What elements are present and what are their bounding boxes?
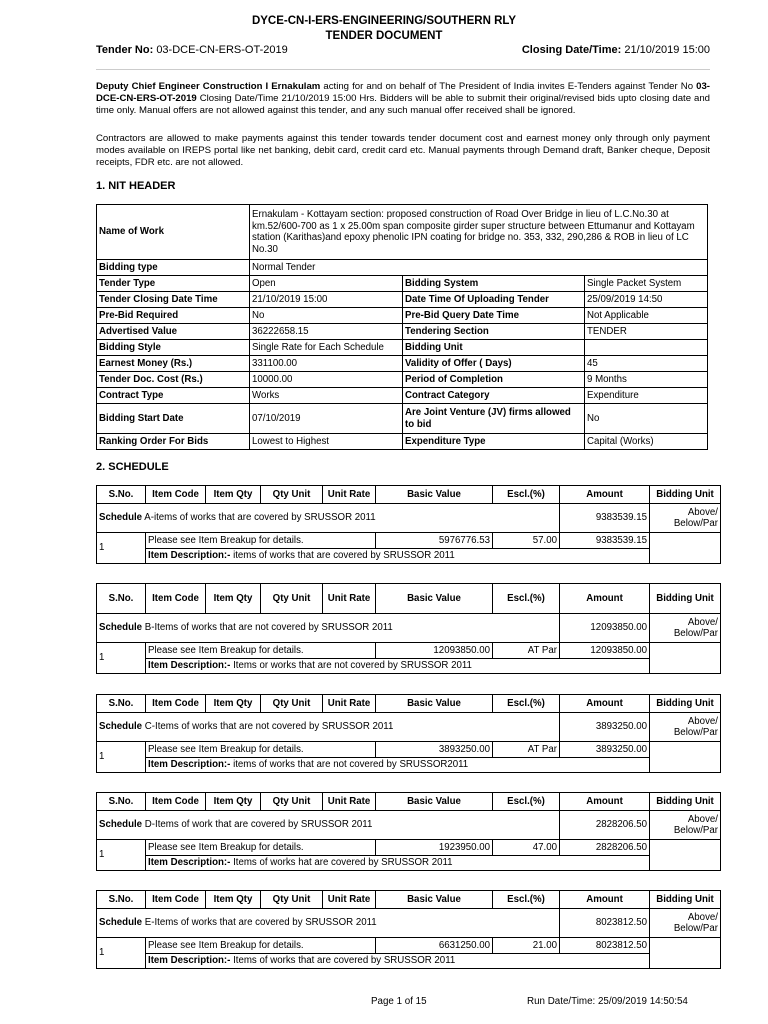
schedule-amount: 2828206.50 bbox=[560, 811, 650, 840]
schedule-description: E-Items of works that are covered by SRUSSOR 2011 bbox=[144, 917, 377, 929]
name-of-work-value: Ernakulam - Kottayam section: proposed construction of Road Over Bridge in lieu of L.C.No.30 at km.52/600-700 as 1 x 25.00m span composite girder super structure between Ettumanur and Kottayam station (Karithas)and epoxy phenolic IPN coating for bridge no. 353, 332, 290,286 & ROB in lieu of LC No.30 bbox=[250, 205, 708, 260]
field-label: Tender Type bbox=[97, 276, 250, 292]
field-value: Single Rate for Each Schedule bbox=[250, 340, 403, 356]
field-label: Validity of Offer ( Days) bbox=[403, 356, 585, 372]
column-header: Unit Rate bbox=[323, 486, 376, 504]
item-description-label: Item Description:- bbox=[148, 759, 231, 771]
item-description bbox=[146, 659, 650, 674]
basic-value: 12093850.00 bbox=[376, 643, 493, 659]
field-label: Tender Doc. Cost (Rs.) bbox=[97, 372, 250, 388]
basic-value: 6631250.00 bbox=[376, 938, 493, 954]
field-value: 36222658.15 bbox=[250, 324, 403, 340]
nit-row bbox=[97, 292, 708, 308]
nit-row bbox=[97, 324, 708, 340]
item-sno: 1 bbox=[97, 533, 146, 564]
schedule-row bbox=[97, 909, 721, 938]
basic-value: 5976776.53 bbox=[376, 533, 493, 549]
column-header: Bidding Unit bbox=[650, 793, 721, 811]
schedule-heading: 2. SCHEDULE bbox=[96, 461, 169, 473]
field-label: Bidding System bbox=[403, 276, 585, 292]
column-header: Item Code bbox=[146, 793, 206, 811]
page-number: Page 1 of 15 bbox=[371, 996, 427, 1007]
item-row bbox=[97, 742, 721, 758]
intro-text-2: Closing Date/Time 21/10/2019 15:00 Hrs. Bidders will be able to submit their original/revised bids upto closing date and time only. Manual offers are not allowed against this tender, and any such manual offer received shall be ignored. bbox=[96, 93, 710, 116]
nit-header-table bbox=[96, 204, 708, 450]
schedule-header-row bbox=[97, 793, 721, 811]
nit-row bbox=[97, 308, 708, 324]
schedule-amount: 8023812.50 bbox=[560, 909, 650, 938]
item-sno: 1 bbox=[97, 840, 146, 871]
field-value: 25/09/2019 14:50 bbox=[585, 292, 708, 308]
item-row bbox=[97, 533, 721, 549]
nit-row bbox=[97, 372, 708, 388]
schedule-description: A-items of works that are covered by SRUSSOR 2011 bbox=[144, 512, 376, 524]
empty-cell bbox=[650, 938, 721, 969]
item-description-label: Item Description:- bbox=[148, 857, 231, 869]
field-label: Bidding Unit bbox=[403, 340, 585, 356]
column-header: Item Qty bbox=[206, 486, 261, 504]
intro-paragraph-1 bbox=[96, 81, 710, 117]
schedule-row bbox=[97, 713, 721, 742]
schedule-label: Schedule bbox=[99, 917, 143, 929]
field-label: Pre-Bid Required bbox=[97, 308, 250, 324]
item-row bbox=[97, 643, 721, 659]
field-value: Works bbox=[250, 388, 403, 404]
schedule-row bbox=[97, 504, 721, 533]
field-label: Pre-Bid Query Date Time bbox=[403, 308, 585, 324]
bidding-type-value: Normal Tender bbox=[250, 260, 708, 276]
escalation: AT Par bbox=[493, 643, 560, 659]
item-breakup-note: Please see Item Breakup for details. bbox=[146, 643, 376, 659]
field-value: 21/10/2019 15:00 bbox=[250, 292, 403, 308]
tender-number-label: Tender No: bbox=[96, 44, 154, 56]
bidding-type-label: Bidding type bbox=[97, 260, 250, 276]
nit-row bbox=[97, 388, 708, 404]
column-header: Item Code bbox=[146, 891, 206, 909]
field-value: Open bbox=[250, 276, 403, 292]
nit-row bbox=[97, 434, 708, 450]
item-description-text: items of works that are covered by SRUSSOR 2011 bbox=[233, 550, 455, 562]
item-description-row bbox=[97, 758, 721, 773]
field-label: Contract Category bbox=[403, 388, 585, 404]
field-label: Tender Closing Date Time bbox=[97, 292, 250, 308]
column-header: Amount bbox=[560, 584, 650, 614]
header-divider bbox=[96, 69, 710, 70]
item-description-label: Item Description:- bbox=[148, 955, 231, 967]
name-of-work-label: Name of Work bbox=[97, 205, 250, 260]
schedule-header-row bbox=[97, 584, 721, 614]
nit-row bbox=[97, 404, 708, 434]
column-header: Basic Value bbox=[376, 486, 493, 504]
item-description bbox=[146, 758, 650, 773]
column-header: Item Qty bbox=[206, 891, 261, 909]
field-value: 07/10/2019 bbox=[250, 404, 403, 434]
column-header: Escl.(%) bbox=[493, 891, 560, 909]
schedule-title bbox=[97, 713, 560, 742]
item-description-text: items of works that are not covered by SRUSSOR2011 bbox=[233, 759, 469, 771]
schedule-amount: 9383539.15 bbox=[560, 504, 650, 533]
schedule-description: B-Items of works that are not covered by SRUSSOR 2011 bbox=[144, 622, 393, 634]
schedule-header-row bbox=[97, 891, 721, 909]
schedule-row bbox=[97, 811, 721, 840]
empty-cell bbox=[650, 742, 721, 773]
tender-number bbox=[96, 44, 288, 56]
column-header: Escl.(%) bbox=[493, 793, 560, 811]
item-breakup-note: Please see Item Breakup for details. bbox=[146, 840, 376, 856]
empty-cell bbox=[650, 643, 721, 674]
column-header: S.No. bbox=[97, 695, 146, 713]
field-value: No bbox=[585, 404, 708, 434]
column-header: Amount bbox=[560, 695, 650, 713]
column-header: Escl.(%) bbox=[493, 486, 560, 504]
escalation: 47.00 bbox=[493, 840, 560, 856]
item-description-row bbox=[97, 856, 721, 871]
tender-number-value: 03-DCE-CN-ERS-OT-2019 bbox=[156, 44, 288, 56]
item-description-label: Item Description:- bbox=[148, 550, 231, 562]
column-header: Unit Rate bbox=[323, 793, 376, 811]
field-label: Are Joint Venture (JV) firms allowed to bid bbox=[403, 404, 585, 434]
column-header: Qty Unit bbox=[261, 584, 323, 614]
schedule-amount: 3893250.00 bbox=[560, 713, 650, 742]
field-label: Ranking Order For Bids bbox=[97, 434, 250, 450]
column-header: Unit Rate bbox=[323, 891, 376, 909]
column-header: Unit Rate bbox=[323, 695, 376, 713]
nit-row-bidding-type bbox=[97, 260, 708, 276]
empty-cell bbox=[650, 840, 721, 871]
column-header: Basic Value bbox=[376, 793, 493, 811]
item-amount: 3893250.00 bbox=[560, 742, 650, 758]
field-label: Bidding Style bbox=[97, 340, 250, 356]
schedule-label: Schedule bbox=[99, 622, 143, 634]
closing-datetime-label: Closing Date/Time: bbox=[521, 44, 622, 56]
schedule-header-row bbox=[97, 486, 721, 504]
column-header: Item Code bbox=[146, 486, 206, 504]
column-header: S.No. bbox=[97, 584, 146, 614]
item-description bbox=[146, 549, 650, 564]
item-amount: 2828206.50 bbox=[560, 840, 650, 856]
schedule-title bbox=[97, 909, 560, 938]
field-label: Advertised Value bbox=[97, 324, 250, 340]
document-title: TENDER DOCUMENT bbox=[325, 30, 443, 42]
schedule-title bbox=[97, 614, 560, 643]
column-header: Qty Unit bbox=[261, 793, 323, 811]
field-label: Expenditure Type bbox=[403, 434, 585, 450]
column-header: Item Qty bbox=[206, 695, 261, 713]
schedule-table bbox=[96, 694, 721, 773]
closing-datetime bbox=[522, 44, 710, 56]
field-value: Single Packet System bbox=[585, 276, 708, 292]
schedule-description: D-Items of work that are covered by SRUSSOR 2011 bbox=[144, 819, 373, 831]
column-header: Item Code bbox=[146, 695, 206, 713]
column-header: Item Qty bbox=[206, 584, 261, 614]
bidding-unit: Above/ Below/Par bbox=[650, 811, 721, 840]
field-label: Bidding Start Date bbox=[97, 404, 250, 434]
field-value: Lowest to Highest bbox=[250, 434, 403, 450]
field-value: Expenditure bbox=[585, 388, 708, 404]
column-header: Qty Unit bbox=[261, 891, 323, 909]
column-header: Bidding Unit bbox=[650, 584, 721, 614]
field-value: 10000.00 bbox=[250, 372, 403, 388]
schedule-label: Schedule bbox=[99, 512, 143, 524]
column-header: Basic Value bbox=[376, 584, 493, 614]
column-header: Amount bbox=[560, 793, 650, 811]
nit-row bbox=[97, 340, 708, 356]
column-header: Basic Value bbox=[376, 891, 493, 909]
item-description bbox=[146, 954, 650, 969]
item-row bbox=[97, 840, 721, 856]
bidding-unit: Above/ Below/Par bbox=[650, 713, 721, 742]
field-label: Tendering Section bbox=[403, 324, 585, 340]
intro-text-1: acting for and on behalf of The President of India invites E-Tenders against Tender No bbox=[320, 81, 697, 92]
column-header: S.No. bbox=[97, 891, 146, 909]
schedule-amount: 12093850.00 bbox=[560, 614, 650, 643]
column-header: Qty Unit bbox=[261, 695, 323, 713]
field-label: Earnest Money (Rs.) bbox=[97, 356, 250, 372]
intro-tender-number: 03-DCE-CN-ERS-OT-2019 bbox=[96, 81, 710, 104]
item-breakup-note: Please see Item Breakup for details. bbox=[146, 742, 376, 758]
schedule-title bbox=[97, 504, 560, 533]
field-label: Period of Completion bbox=[403, 372, 585, 388]
item-description-row bbox=[97, 954, 721, 969]
schedule-description: C-Items of works that are not covered by SRUSSOR 2011 bbox=[144, 721, 394, 733]
column-header: Bidding Unit bbox=[650, 891, 721, 909]
field-value: 9 Months bbox=[585, 372, 708, 388]
column-header: Basic Value bbox=[376, 695, 493, 713]
empty-cell bbox=[650, 533, 721, 564]
schedule-label: Schedule bbox=[99, 721, 143, 733]
item-amount: 8023812.50 bbox=[560, 938, 650, 954]
field-value: 45 bbox=[585, 356, 708, 372]
column-header: Item Code bbox=[146, 584, 206, 614]
field-value: 331100.00 bbox=[250, 356, 403, 372]
nit-header-heading: 1. NIT HEADER bbox=[96, 180, 176, 192]
schedule-table bbox=[96, 583, 721, 674]
item-description-text: Items of works that are covered by SRUSSOR 2011 bbox=[233, 955, 456, 967]
item-description-text: Items or works that are not covered by SRUSSOR 2011 bbox=[233, 660, 472, 672]
item-description bbox=[146, 856, 650, 871]
schedule-table bbox=[96, 890, 721, 969]
item-description-label: Item Description:- bbox=[148, 660, 231, 672]
column-header: S.No. bbox=[97, 793, 146, 811]
nit-row-name-of-work bbox=[97, 205, 708, 260]
item-amount: 12093850.00 bbox=[560, 643, 650, 659]
item-description-row bbox=[97, 549, 721, 564]
column-header: Amount bbox=[560, 891, 650, 909]
item-sno: 1 bbox=[97, 742, 146, 773]
bidding-unit: Above/ Below/Par bbox=[650, 504, 721, 533]
column-header: Bidding Unit bbox=[650, 695, 721, 713]
item-breakup-note: Please see Item Breakup for details. bbox=[146, 533, 376, 549]
column-header: Item Qty bbox=[206, 793, 261, 811]
item-sno: 1 bbox=[97, 643, 146, 674]
column-header: Escl.(%) bbox=[493, 695, 560, 713]
nit-row bbox=[97, 356, 708, 372]
field-value: TENDER bbox=[585, 324, 708, 340]
item-description-row bbox=[97, 659, 721, 674]
field-label: Contract Type bbox=[97, 388, 250, 404]
item-sno: 1 bbox=[97, 938, 146, 969]
schedule-table bbox=[96, 792, 721, 871]
issuing-authority: Deputy Chief Engineer Construction I Ernakulam bbox=[96, 81, 321, 92]
item-amount: 9383539.15 bbox=[560, 533, 650, 549]
column-header: Qty Unit bbox=[261, 486, 323, 504]
field-value: Not Applicable bbox=[585, 308, 708, 324]
column-header: Unit Rate bbox=[323, 584, 376, 614]
bidding-unit: Above/ Below/Par bbox=[650, 614, 721, 643]
basic-value: 1923950.00 bbox=[376, 840, 493, 856]
field-value: Capital (Works) bbox=[585, 434, 708, 450]
column-header: Escl.(%) bbox=[493, 584, 560, 614]
intro-paragraph-2: Contractors are allowed to make payments against this tender towards tender document cost and earnest money only through only payment modes available on IREPS portal like net banking, debit card, credit card etc. Manual payments through Demand draft, Banker cheque, Deposit receipts, FDR etc. are not allowed. bbox=[96, 133, 710, 168]
schedule-label: Schedule bbox=[99, 819, 143, 831]
column-header: Bidding Unit bbox=[650, 486, 721, 504]
field-value: No bbox=[250, 308, 403, 324]
field-label: Date Time Of Uploading Tender bbox=[403, 292, 585, 308]
nit-row bbox=[97, 276, 708, 292]
run-datetime: Run Date/Time: 25/09/2019 14:50:54 bbox=[527, 996, 688, 1007]
escalation: 21.00 bbox=[493, 938, 560, 954]
schedule-header-row bbox=[97, 695, 721, 713]
bidding-unit: Above/ Below/Par bbox=[650, 909, 721, 938]
document-org-title: DYCE-CN-I-ERS-ENGINEERING/SOUTHERN RLY bbox=[251, 15, 517, 27]
item-breakup-note: Please see Item Breakup for details. bbox=[146, 938, 376, 954]
basic-value: 3893250.00 bbox=[376, 742, 493, 758]
field-value bbox=[585, 340, 708, 356]
escalation: AT Par bbox=[493, 742, 560, 758]
column-header: Amount bbox=[560, 486, 650, 504]
schedule-table bbox=[96, 485, 721, 564]
schedule-title bbox=[97, 811, 560, 840]
item-description-text: Items of works hat are covered by SRUSSOR 2011 bbox=[233, 857, 453, 869]
column-header: S.No. bbox=[97, 486, 146, 504]
escalation: 57.00 bbox=[493, 533, 560, 549]
closing-datetime-value: 21/10/2019 15:00 bbox=[624, 44, 710, 56]
item-row bbox=[97, 938, 721, 954]
schedule-row bbox=[97, 614, 721, 643]
